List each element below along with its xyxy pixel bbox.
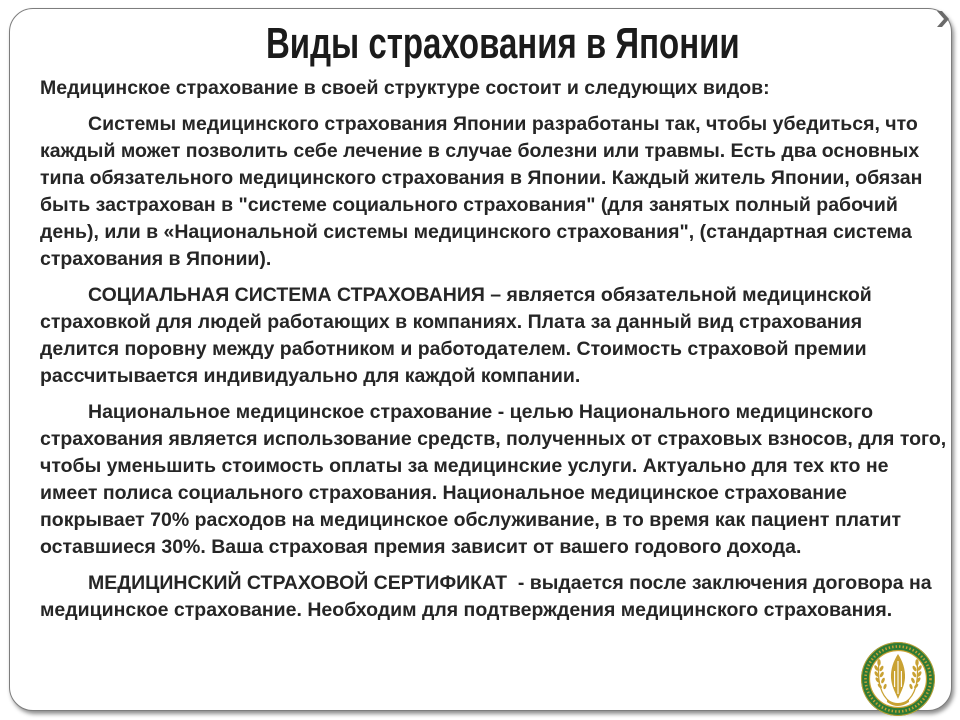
paragraph-line: МЕДИЦИНСКИЙ СТРАХОВОЙ СЕРТИФИКАТ - выдается после заключения договора на — [88, 572, 932, 594]
paragraph-social-insurance — [40, 282, 948, 390]
paragraph-line: оставшиеся 30%. Ваша страховая премия зависит от вашего годового дохода. — [40, 536, 802, 558]
paragraph-national-insurance — [40, 399, 948, 561]
paragraph-japan-insurance-overview — [40, 111, 948, 273]
paragraph-insurance-certificate — [40, 570, 948, 624]
title-container — [46, 19, 960, 68]
paragraph-line: имеет полиса социального страхования. Национальное медицинское страхование — [40, 482, 847, 504]
paragraph-line: быть застрахован в "системе социального страхования" (для занятых полный рабочий — [40, 194, 898, 216]
paragraph-line: страхования является использование средств, полученных от страховых взносов, для того, — [40, 428, 947, 450]
paragraph-line: страховкой для людей работающих в компаниях. Плата за данный вид страхования — [40, 311, 863, 333]
paragraph-line: страхования в Японии). — [40, 248, 272, 270]
slide-title: Виды страхования в Японии — [266, 19, 740, 68]
paragraph-line: рассчитывается индивидуально для каждой компании. — [40, 365, 581, 387]
paragraph-line: Медицинское страхование в своей структуре состоит и следующих видов: — [40, 77, 770, 99]
paragraph-line: медицинское страхование. Необходим для подтверждения медицинского страхования. — [40, 599, 893, 621]
paragraph-intro — [40, 75, 948, 102]
emblem-logo — [860, 641, 936, 717]
paragraph-line: Национальное медицинское страхование - целью Национального медицинского — [88, 401, 874, 423]
slide-body — [40, 75, 948, 624]
paragraph-line: Системы медицинского страхования Японии разработаны так, чтобы убедиться, что — [88, 113, 918, 135]
paragraph-line: типа обязательного медицинского страхования в Японии. Каждый житель Японии, обязан — [40, 167, 923, 189]
paragraph-line: делится поровну между работником и работодателем. Стоимость страховой премии — [40, 338, 867, 360]
paragraph-line: каждый может позволить себе лечение в случае болезни или травмы. Есть два основных — [40, 140, 920, 162]
paragraph-line: день), или в «Национальной системы медицинского страхования", (стандартная система — [40, 221, 912, 243]
paragraph-line: покрывает 70% расходов на медицинское обслуживание, в то время как пациент платит — [40, 509, 901, 531]
paragraph-line: чтобы уменьшить стоимость оплаты за медицинские услуги. Актуально для тех кто не — [40, 455, 889, 477]
paragraph-line: СОЦИАЛЬНАЯ СИСТЕМА СТРАХОВАНИЯ – является обязательной медицинской — [88, 284, 872, 306]
